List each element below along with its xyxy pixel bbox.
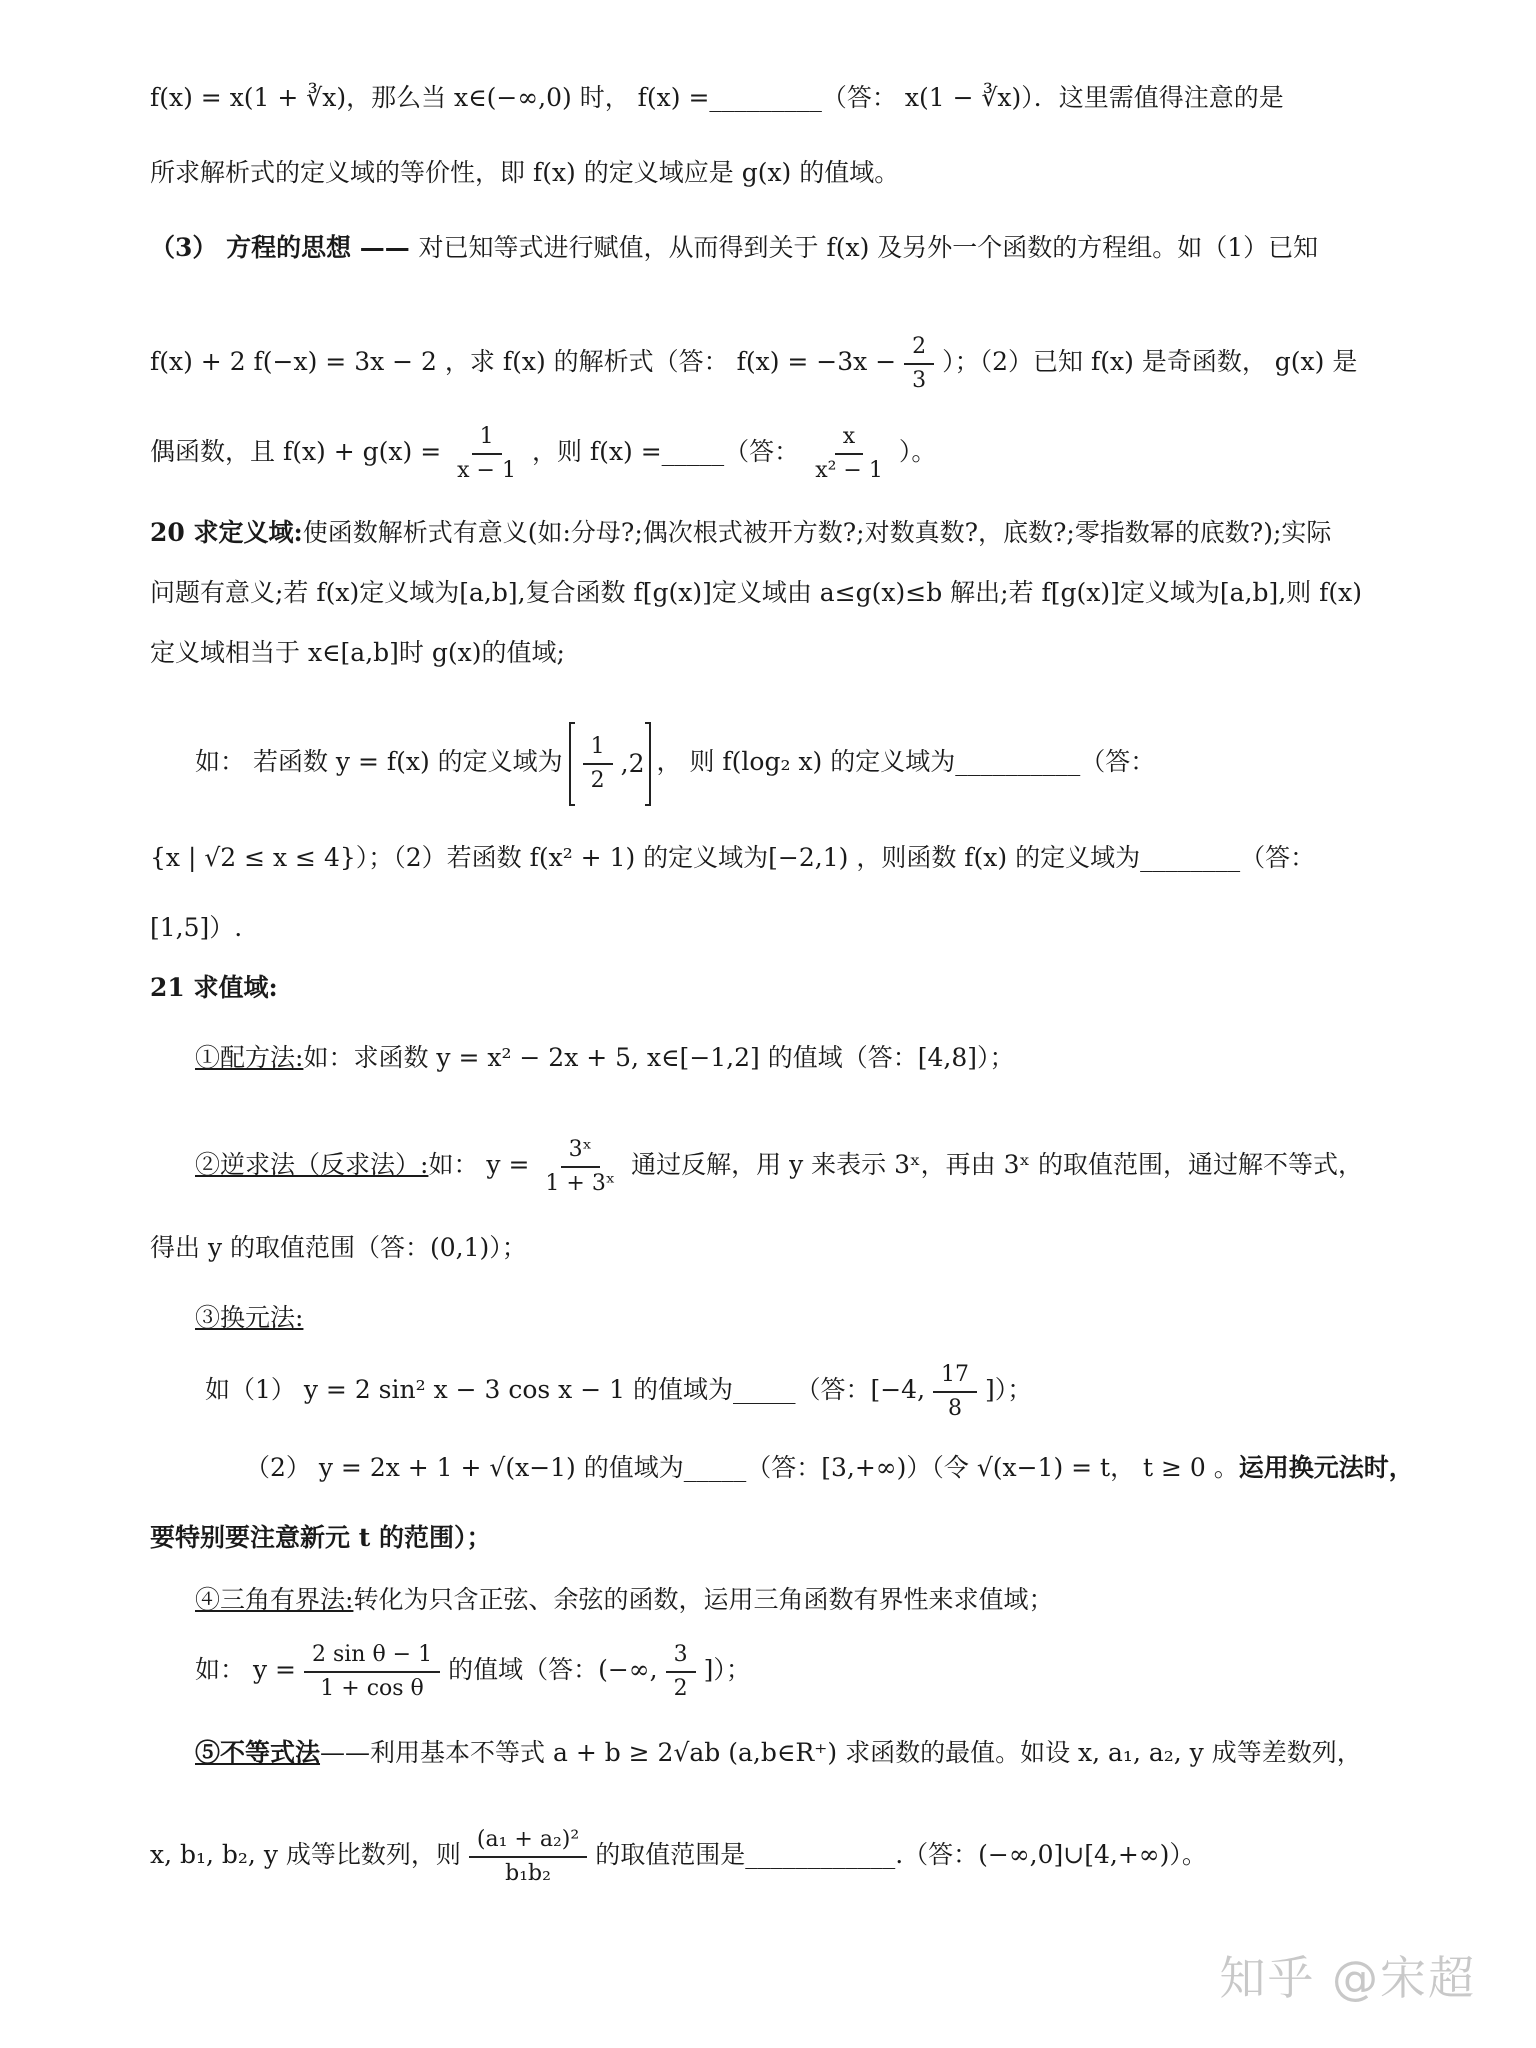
line-text: 得出 y 的取值范围（答：(0,1)）； [150, 1233, 527, 1262]
method-label: ④三角有界法: [195, 1585, 354, 1614]
denominator: 1 + cos θ [320, 1675, 424, 1701]
line-text: 如（1） y = 2 sin² x − 3 cos x − 1 的值域为_____（答：[−4, [205, 1375, 926, 1404]
denominator: b₁b₂ [505, 1860, 551, 1886]
text-line-4 [150, 330, 1406, 394]
text-line-16 [195, 1300, 1406, 1336]
fraction [666, 1641, 696, 1702]
denominator: x² − 1 [815, 457, 883, 483]
text-line-11 [150, 910, 1406, 946]
line-text: 如：求函数 y = x² − 2x + 5, x∈[−1,2] 的值域（答：[4,8]）； [303, 1043, 1015, 1072]
text-line-2 [150, 155, 1406, 191]
text-line-5 [150, 420, 1406, 484]
text-line-7 [150, 575, 1406, 611]
line-text: 所求解析式的定义域的等价性，即 f(x) 的定义域应是 g(x) 的值域。 [150, 158, 900, 187]
denominator: 1 + 3ˣ [545, 1170, 616, 1196]
line-text: x, b₁, b₂, y 成等比数列，则 [150, 1840, 461, 1869]
text-line-23 [150, 1815, 1406, 1895]
line-text: 定义域相当于 x∈[a,b]时 g(x)的值域; [150, 638, 565, 667]
numerator: 3ˣ [561, 1136, 600, 1168]
line-text: 如： y = [195, 1655, 296, 1684]
line-text: ）；（2）已知 f(x) 是奇函数， g(x) 是 [942, 347, 1358, 376]
line-text: ， 则 f(log₂ x) 的定义域为__________（答： [656, 747, 1156, 776]
line-text: f(x) + 2 f(−x) = 3x − 2 ，求 f(x) 的解析式（答： f(x) = −3x − [150, 347, 897, 376]
numerator: 3 [666, 1641, 696, 1673]
line-text: 偶函数，且 f(x) + g(x) = [150, 437, 442, 466]
numerator: 2 sin θ − 1 [304, 1641, 440, 1673]
numerator: x [835, 423, 863, 455]
text-line-14 [195, 1130, 1406, 1200]
line-text: [1,5]）. [150, 913, 243, 942]
text-line-3 [150, 230, 1406, 266]
line-text: 对已知等式进行赋值，从而得到关于 f(x) 及另外一个函数的方程组。如（1）已知 [418, 233, 1319, 262]
fraction [449, 423, 524, 484]
text-line-22 [195, 1735, 1406, 1771]
denominator: 3 [912, 367, 927, 393]
line-text: 问题有意义;若 f(x)定义域为[a,b],复合函数 f[g(x)]定义域由 a≤g(x)≤b 解出;若 f[g(x)]定义域为[a,b],则 f(x) [150, 578, 1363, 607]
line-text: 使函数解析式有意义(如:分母?;偶次根式被开方数?;对数真数?，底数?;零指数幂的底数?);实际 [302, 518, 1332, 547]
fraction [807, 423, 891, 484]
text-line-9 [195, 720, 1406, 806]
line-text-bold: 要特别要注意新元 t 的范围）； [150, 1523, 492, 1552]
text-line-13 [195, 1040, 1406, 1076]
fraction [469, 1826, 587, 1887]
text-line-8 [150, 635, 1406, 671]
denominator: 2 [673, 1675, 688, 1701]
text-line-12 [150, 970, 1406, 1006]
text-line-10 [150, 840, 1406, 876]
fraction [933, 1361, 977, 1422]
bracket-text: ,2 [620, 748, 645, 778]
line-text: 如： 若函数 y = f(x) 的定义域为 [195, 747, 563, 776]
text-line-15 [150, 1230, 1406, 1266]
watermark: 知乎 @宋超 [1219, 1951, 1476, 2005]
denominator: x − 1 [457, 457, 516, 483]
interval-bracket [569, 722, 651, 806]
text-line-18 [245, 1450, 1414, 1486]
denominator: 8 [948, 1395, 963, 1421]
line-text: ，则 f(x) =_____（答： [531, 437, 800, 466]
method-label: ①配方法: [195, 1043, 304, 1072]
text-line-20 [195, 1582, 1406, 1618]
line-text: f(x) = x(1 + ∛x)，那么当 x∈(−∞,0) 时， f(x) =_________（答： x(1 − ∛x)）．这里需值得注意的是 [150, 83, 1284, 112]
numerator: 1 [472, 423, 502, 455]
line-text: ）。 [898, 437, 937, 466]
fraction [537, 1136, 623, 1197]
fraction [904, 333, 934, 394]
text-line-21 [195, 1635, 1406, 1705]
line-text: ——利用基本不等式 a + b ≥ 2√ab (a,b∈R⁺) 求函数的最值。如设 x, a₁, a₂, y 成等差数列， [320, 1738, 1362, 1767]
line-text: （2） y = 2x + 1 + √(x−1) 的值域为_____（答：[3,+∞)）（令 √(x−1) = t， t ≥ 0 。 [245, 1453, 1239, 1482]
numerator: 1 [583, 733, 613, 765]
line-text: ]）； [703, 1655, 751, 1684]
text-line-17 [205, 1355, 1406, 1425]
fraction [583, 733, 613, 794]
numerator: 2 [904, 333, 934, 365]
line-text: ]）； [985, 1375, 1033, 1404]
text-line-19 [150, 1520, 1406, 1556]
numerator: 17 [933, 1361, 977, 1393]
line-text: 的取值范围是____________.（答：(−∞,0]∪[4,+∞)）。 [595, 1840, 1207, 1869]
text-line-6 [150, 515, 1406, 551]
line-text: 转化为只含正弦、余弦的函数，运用三角函数有界性来求值域； [353, 1585, 1054, 1614]
fraction [304, 1641, 440, 1702]
line-text: {x | √2 ≤ x ≤ 4}）； [150, 843, 394, 872]
line-text-bold: 运用换元法时， [1238, 1453, 1414, 1482]
method-label: ②逆求法（反求法）: [195, 1150, 429, 1179]
section-heading: 20 求定义域: [150, 518, 303, 547]
line-text: 如： y = [428, 1150, 530, 1179]
line-text: （2）若函数 f(x² + 1) 的定义域为[−2,1) ，则函数 f(x) 的定义域为________（答： [393, 843, 1316, 872]
section-heading: （3） 方程的思想 —— [150, 233, 419, 262]
section-heading: 21 求值域: [150, 973, 278, 1002]
line-text: 的值域（答：(−∞, [448, 1655, 658, 1684]
numerator: (a₁ + a₂)² [469, 1826, 587, 1858]
method-label: ③换元法: [195, 1303, 304, 1332]
text-line-1 [150, 80, 1406, 116]
line-text: 通过反解，用 y 来表示 3ˣ，再由 3ˣ 的取值范围，通过解不等式， [631, 1150, 1364, 1179]
method-label: ⑤不等式法 [195, 1738, 321, 1767]
denominator: 2 [590, 767, 605, 793]
